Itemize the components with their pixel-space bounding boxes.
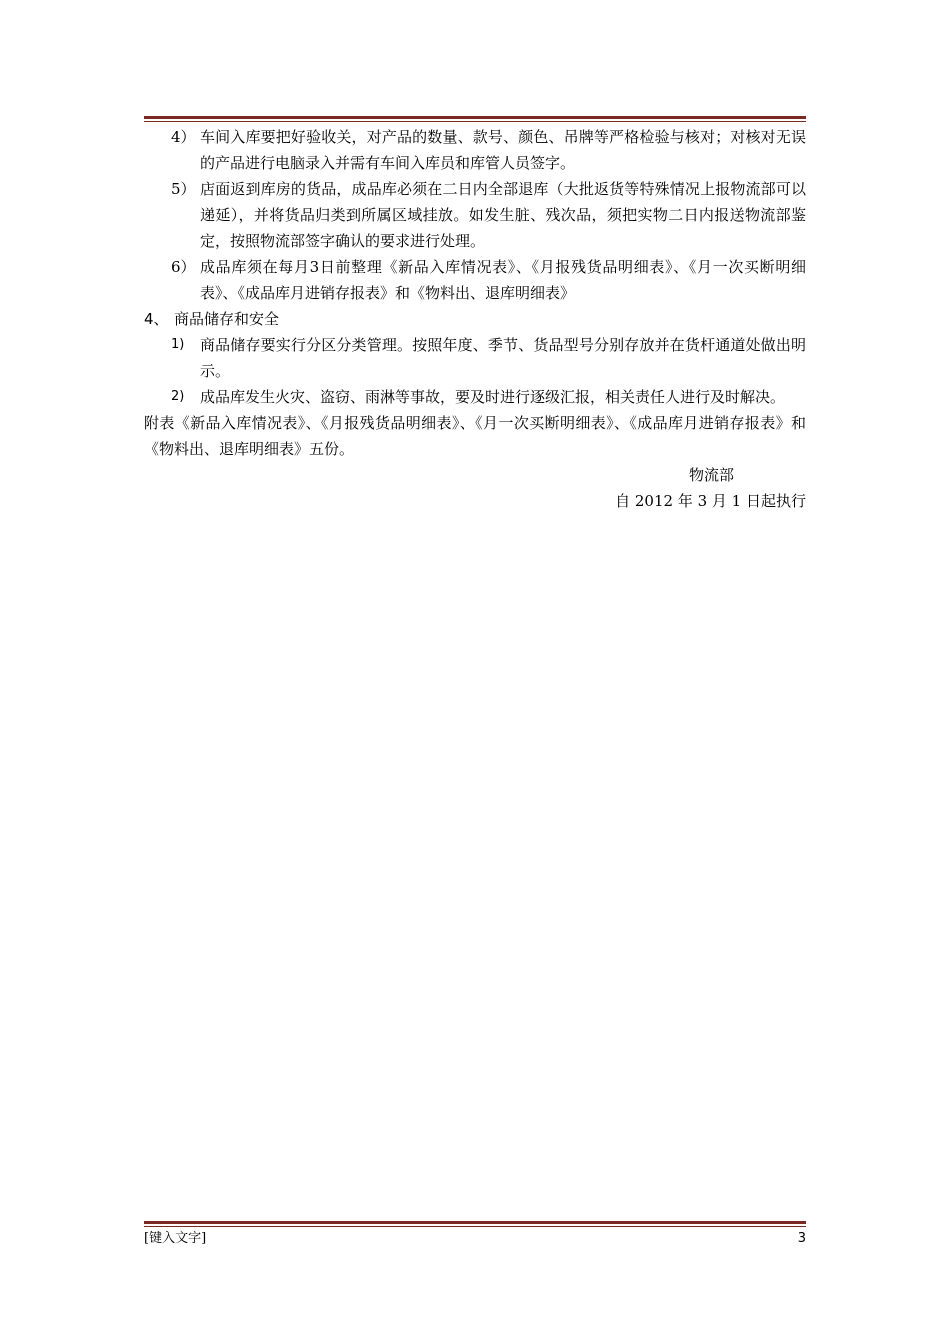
effective-date: 自 2012 年 3 月 1 日起执行: [615, 492, 806, 510]
header-rule: [144, 116, 806, 122]
appendix-note: 附表《新品入库情况表》、《月报残货品明细表》、《月一次买断明细表》、《成品库月进销存报表》和《物料出、退库明细表》五份。: [144, 414, 806, 458]
list-item-4: [144, 124, 806, 176]
list-item-6: [144, 254, 806, 306]
list-item-text: 成品库发生火灾、盗窃、雨淋等事故，要及时进行逐级汇报，相关责任人进行及时解决。: [200, 388, 786, 406]
list-item-text: 车间入库要把好验收关，对产品的数量、款号、颜色、吊牌等严格检验与核对；对核对无误的产品进行电脑录入并需有车间入库员和库管人员签字。: [200, 128, 806, 172]
list-item-number: 4）: [171, 128, 196, 146]
list-item-number: 6）: [171, 258, 196, 276]
section-number: 4、: [144, 310, 169, 328]
section-heading-4: [144, 306, 806, 332]
list-item-1: [144, 332, 806, 384]
list-item-5: [144, 176, 806, 254]
list-item-number: 2): [171, 389, 185, 404]
section-title: 商品储存和安全: [174, 310, 280, 328]
list-item-text: 商品储存要实行分区分类管理。按照年度、季节、货品型号分别存放并在货杆通道处做出明示。: [200, 336, 806, 380]
list-item-2: [144, 384, 806, 410]
list-item-text: 成品库须在每月3日前整理《新品入库情况表》、《月报残货品明细表》、《月一次买断明细表》、《成品库月进销存报表》和《物料出、退库明细表》: [200, 258, 806, 302]
footer-rule: [144, 1221, 806, 1227]
footer-placeholder-text[interactable]: [键入文字]: [144, 1231, 207, 1246]
list-item-number: 5）: [171, 180, 196, 198]
list-item-text: 店面返到库房的货品，成品库必须在二日内全部退库（大批返货等特殊情况上报物流部可以递延），并将货品归类到所属区域挂放。如发生脏、残次品，须把实物二日内报送物流部鉴定，按照物流部签字确认的要求进行处理。: [200, 180, 806, 250]
page-number: 3: [797, 1231, 806, 1246]
document-body: [144, 124, 806, 514]
signature-department: 物流部: [688, 466, 734, 484]
list-item-number: 1): [171, 337, 185, 352]
